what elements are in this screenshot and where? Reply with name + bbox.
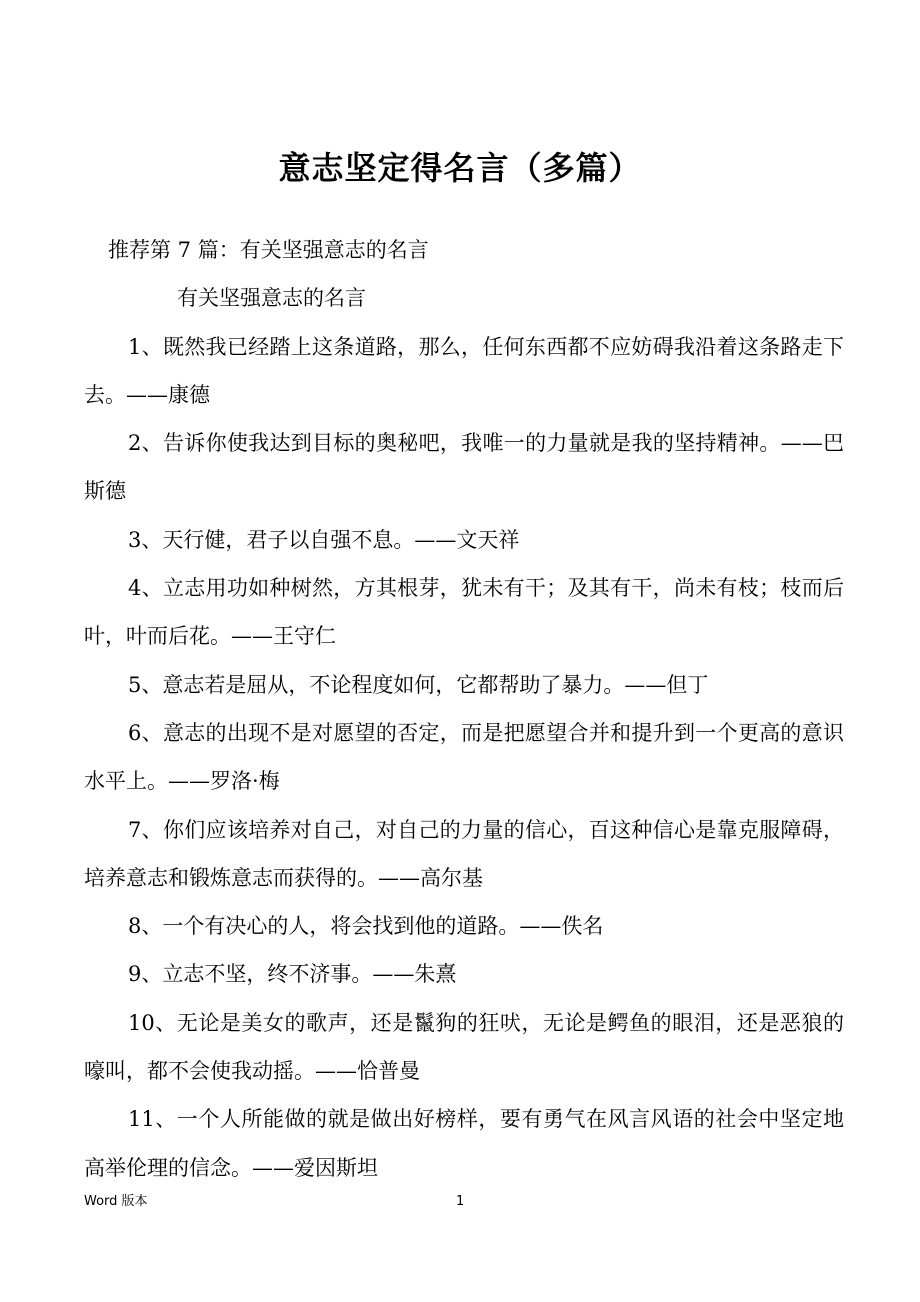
quote-item: 6、意志的出现不是对愿望的否定，而是把愿望合并和提升到一个更高的意识水平上。——罗洛·梅 [84, 720, 844, 794]
document-body [84, 226, 844, 1192]
quote-item: 4、立志用功如种树然，方其根芽，犹未有干；及其有干，尚未有枝；枝而后叶，叶而后花。——王守仁 [84, 576, 844, 649]
footer-page-number: 1 [456, 1194, 465, 1209]
quote-item: 10、无论是美女的歌声，还是鬣狗的狂吠，无论是鳄鱼的眼泪，还是恶狼的嚎叫，都不会使我动摇。——恰普曼 [84, 1010, 844, 1084]
quote-item: 5、意志若是屈从，不论程度如何，它都帮助了暴力。——但丁 [128, 672, 709, 697]
quote-item: 9、立志不坚，终不济事。——朱熹 [128, 962, 457, 987]
quote-item: 8、一个有决心的人，将会找到他的道路。——佚名 [128, 914, 604, 939]
quote-item: 11、一个人所能做的就是做出好榜样，要有勇气在风言风语的社会中坚定地高举伦理的信念。——爱因斯坦 [84, 1107, 844, 1180]
quote-item: 1、既然我已经踏上这条道路，那么，任何东西都不应妨碍我沿着这条路走下去。——康德 [84, 334, 844, 407]
recommend-line: 推荐第 7 篇：有关坚强意志的名言 [108, 238, 429, 262]
footer-version-label: Word 版本 [84, 1194, 148, 1209]
quote-item: 2、告诉你使我达到目标的奥秘吧，我唯一的力量就是我的坚持精神。——巴斯德 [84, 431, 844, 504]
quote-item: 3、天行健，君子以自强不息。——文天祥 [128, 527, 520, 552]
section-subtitle: 有关坚强意志的名言 [177, 286, 366, 311]
quote-item: 7、你们应该培养对自己，对自己的力量的信心，百这种信心是靠克服障碍，培养意志和锻炼意志而获得的。——高尔基 [84, 817, 844, 890]
document-title: 意志坚定得名言（多篇） [278, 149, 642, 187]
